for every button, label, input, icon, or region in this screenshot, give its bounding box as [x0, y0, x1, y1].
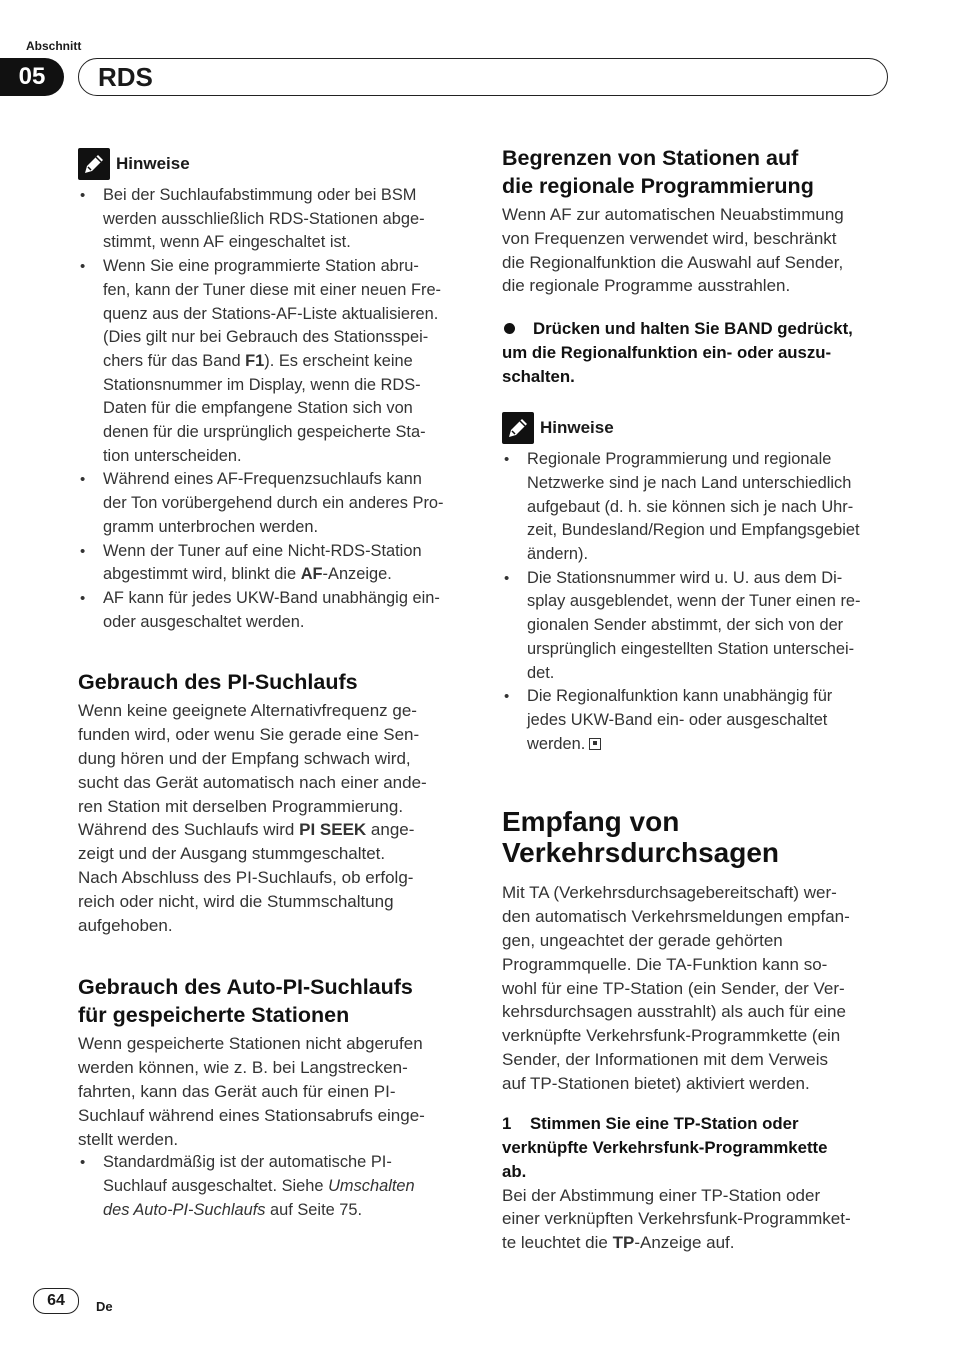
pi-seek-indicator: PI SEEK — [299, 820, 367, 840]
list-item: • Bei der Suchlaufabstimmung oder bei BSM werden ausschließlich RDS-Stationen abge- stimmt, wenn AF eingeschaltet ist. — [78, 184, 470, 255]
auto-pi-body: Wenn gespeicherte Stationen nicht abgerufen werden können, wie z. B. bei Langstrecken- fahrten, kann das Gerät auch für einen PI- Suchlauf während eines Stationsabrufs einge- stellt werden. — [78, 1034, 425, 1149]
notes-title: Hinweise — [116, 154, 190, 173]
af-indicator-label: AF — [300, 565, 323, 584]
band-f1-label: F1 — [245, 351, 265, 370]
traffic-heading: Empfang von Verkehrsdurchsagen — [502, 806, 780, 869]
pi-seek-heading: Gebrauch des PI-Suchlaufs — [78, 670, 358, 695]
pi-seek-body: Wenn keine geeignete Alternativfrequenz ge- funden wird, oder wenu Sie gerade eine Sen- dung hören und der Empfang schwach wird, sucht das Gerät automatisch nach einer ande- ren Station mit derselben Programmierung. Während des Suchlaufs wird PI SEEK ange- zeigt und der Ausgang stummgeschaltet. Nach Abschluss des PI-Suchlaufs, ob erfolg- reich oder nicht, wird die Stummschaltung aufgehoben. — [78, 701, 427, 935]
language-label: De — [96, 1299, 113, 1314]
left-column — [78, 148, 470, 1222]
page-number: 64 — [33, 1288, 79, 1314]
pencil-note-icon — [502, 412, 534, 444]
notes-title: Hinweise — [540, 418, 614, 438]
auto-pi-heading: Gebrauch des Auto-PI-Suchlaufs für gespeicherte Stationen — [78, 975, 413, 1028]
instruction-bullet-icon — [504, 323, 515, 334]
notes-list — [502, 448, 894, 756]
section-label: Abschnitt — [26, 39, 82, 53]
chapter-title: RDS — [98, 62, 153, 92]
regional-heading: Begrenzen von Stationen auf die regionale Programmierung — [502, 146, 814, 198]
pencil-note-icon — [78, 148, 110, 180]
cross-reference-link[interactable]: Umschalten — [328, 1177, 415, 1196]
list-item: • Wenn Sie eine programmierte Station abru- fen, kann der Tuner diese mit einer neuen Fre- quenz aus der Stations-AF-Liste aktualisieren. (Dies gilt nur bei Gebrauch des Stationsspei- chers für das Band F1). Es erscheint keine Stationsnummer im Display, wenn die RDS- Daten für die empfangene Station sich von denen für die ursprünglich gespeicherte Sta- tion unterscheiden. — [78, 255, 470, 468]
list-item: • Die Regionalfunktion kann unabhängig für jedes UKW-Band ein- oder ausgeschaltet werden. — [502, 685, 894, 756]
regional-body: Wenn AF zur automatischen Neuabstimmung von Frequenzen verwendet wird, beschränkt die Regionalfunktion die Auswahl auf Sender, die regionale Programme ausstrahlen. — [502, 205, 844, 296]
list-item: • AF kann für jedes UKW-Band unabhängig ein- oder ausgeschaltet werden. — [78, 587, 470, 634]
auto-pi-list — [78, 1151, 470, 1222]
notes-header — [78, 148, 470, 180]
list-item: • Während eines AF-Frequenzsuchlaufs kann der Ton vorübergehend durch ein anderes Pro- gramm unterbrochen werden. — [78, 468, 470, 539]
tp-indicator-label: TP — [612, 1233, 635, 1253]
step-1-instruction: 1 Stimmen Sie eine TP-Station oder verknüpfte Verkehrsfunk-Programmkette ab. — [502, 1113, 828, 1181]
end-of-section-icon — [589, 738, 601, 750]
chapter-title-bar — [78, 58, 888, 96]
chapter-number-badge: 05 — [0, 58, 64, 96]
list-item: • Regionale Programmierung und regionale Netzwerke sind je nach Land unterschiedlich aufgebaut (d. h. sie können sich je nach Uhr- zeit, Bundesland/Region und Empfangsgebiet ändern). — [502, 448, 894, 567]
list-item: • Standardmäßig ist der automatische PI- Suchlauf ausgeschaltet. Siehe Umschalten des Auto-PI-Suchlaufs auf Seite 75. — [78, 1151, 470, 1222]
cross-reference-link-continued[interactable]: des Auto-PI-Suchlaufs — [103, 1200, 266, 1219]
list-item: • Die Stationsnummer wird u. U. aus dem Di- splay ausgeblendet, wenn der Tuner einen re- gionalen Sender abstimmt, der sich von der ursprünglich eingestellten Station unterschei- det. — [502, 567, 894, 686]
list-item: • Wenn der Tuner auf eine Nicht-RDS-Station abgestimmt wird, blinkt die AF-Anzeige. — [78, 540, 470, 587]
right-column — [502, 144, 894, 1255]
notes-header — [502, 412, 894, 444]
step-1-body: Bei der Abstimmung einer TP-Station oder einer verknüpften Verkehrsfunk-Programmket- te leuchtet die TP-Anzeige auf. — [502, 1185, 851, 1253]
notes-list — [78, 184, 470, 634]
traffic-body: Mit TA (Verkehrsdurchsagebereitschaft) wer- den automatisch Verkehrsmeldungen empfan- gen, ungeachtet der gerade gehörten Programmquelle. Die TA-Funktion kann so- wohl für eine TP-Station (ein Sender, der Ver- kehrsdurchsagen ausstrahlt) als auch für eine verknüpfte Verkehrsfunk-Programmkette (ein Sender, der Informationen mit dem Verweis auf TP-Stationen bietet) aktiviert werden. — [502, 883, 850, 1093]
regional-instruction: Drücken und halten Sie BAND gedrückt, um die Regionalfunktion ein- oder auszu- schalten. — [502, 319, 853, 387]
